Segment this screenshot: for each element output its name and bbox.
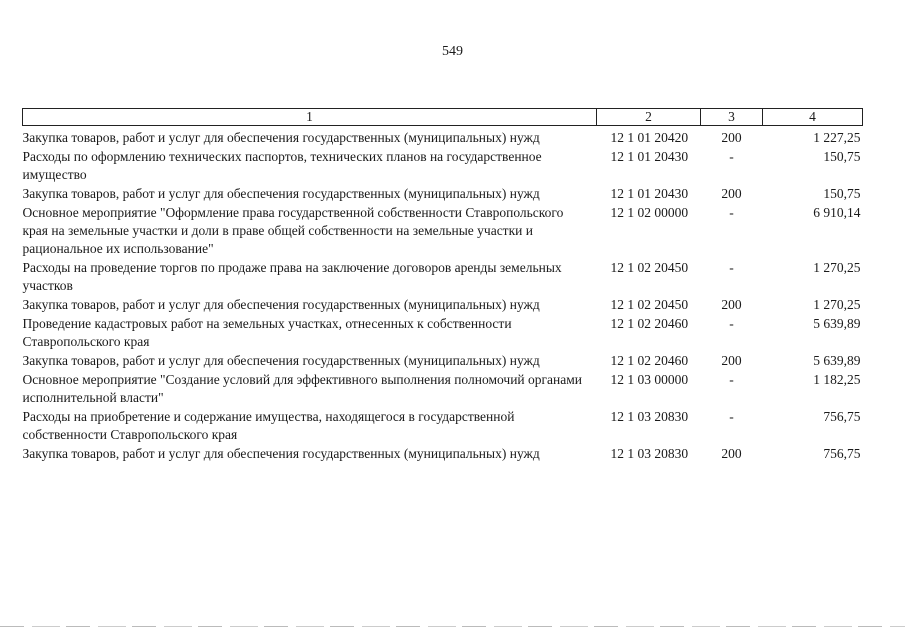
row-amount: 5 639,89 bbox=[813, 316, 861, 331]
row-description: Основное мероприятие "Оформление права государственной собственности Ставропольского края на земельные участки и доли в праве общей собственности на земельные участки и рациональное их использование" bbox=[22, 205, 564, 256]
row-amount: 6 910,14 bbox=[813, 205, 861, 220]
row-expense-type: - bbox=[729, 149, 734, 164]
row-description: Расходы на приобретение и содержание имущества, находящегося в государственной собственности Ставропольского края bbox=[22, 409, 515, 442]
table-row bbox=[23, 352, 863, 371]
row-expense-type: 200 bbox=[721, 297, 742, 312]
table-row bbox=[23, 185, 863, 204]
table-row bbox=[23, 408, 863, 445]
header-col-1: 1 bbox=[23, 109, 597, 126]
row-expense-type: 200 bbox=[721, 353, 742, 368]
table-row bbox=[23, 148, 863, 185]
table-body bbox=[23, 126, 863, 465]
table-row bbox=[23, 259, 863, 296]
table-row bbox=[23, 126, 863, 149]
row-code: 12 1 01 20430 bbox=[610, 186, 689, 201]
row-code: 12 1 03 20830 bbox=[610, 446, 689, 461]
row-expense-type: 200 bbox=[721, 130, 742, 145]
row-description: Проведение кадастровых работ на земельных участках, отнесенных к собственности Ставропольского края bbox=[22, 316, 512, 349]
header-col-3: 3 bbox=[701, 109, 763, 126]
table-header bbox=[23, 109, 863, 126]
row-expense-type: 200 bbox=[721, 446, 742, 461]
table-row bbox=[23, 296, 863, 315]
row-description: Основное мероприятие "Создание условий для эффективного выполнения полномочий органами исполнительной власти" bbox=[22, 372, 583, 405]
row-amount: 5 639,89 bbox=[813, 353, 861, 368]
table-row bbox=[23, 315, 863, 352]
header-col-2: 2 bbox=[597, 109, 701, 126]
table-row bbox=[23, 371, 863, 408]
row-code: 12 1 01 20420 bbox=[610, 130, 689, 145]
row-amount: 1 227,25 bbox=[813, 130, 861, 145]
row-amount: 1 182,25 bbox=[813, 372, 861, 387]
row-expense-type: 200 bbox=[721, 186, 742, 201]
row-code: 12 1 02 20450 bbox=[610, 297, 689, 312]
row-code: 12 1 02 20460 bbox=[610, 316, 689, 331]
page-number: 549 bbox=[442, 44, 463, 59]
row-amount: 756,75 bbox=[823, 446, 861, 461]
row-amount: 756,75 bbox=[823, 409, 861, 424]
row-description: Расходы на проведение торгов по продаже права на заключение договоров аренды земельных участков bbox=[22, 260, 562, 293]
budget-table bbox=[22, 108, 863, 464]
row-amount: 1 270,25 bbox=[813, 297, 861, 312]
row-amount: 150,75 bbox=[823, 149, 861, 164]
row-amount: 1 270,25 bbox=[813, 260, 861, 275]
row-code: 12 1 03 20830 bbox=[610, 409, 689, 424]
table-row bbox=[23, 445, 863, 464]
table-row bbox=[23, 204, 863, 259]
row-description: Закупка товаров, работ и услуг для обеспечения государственных (муниципальных) нужд bbox=[22, 186, 540, 201]
row-description: Закупка товаров, работ и услуг для обеспечения государственных (муниципальных) нужд bbox=[22, 297, 540, 312]
header-col-4: 4 bbox=[763, 109, 863, 126]
scan-artifact-line bbox=[0, 626, 905, 627]
row-description: Расходы по оформлению технических паспортов, технических планов на государственное имущество bbox=[22, 149, 542, 182]
row-code: 12 1 01 20430 bbox=[610, 149, 689, 164]
row-expense-type: - bbox=[729, 316, 734, 331]
row-description: Закупка товаров, работ и услуг для обеспечения государственных (муниципальных) нужд bbox=[22, 446, 540, 461]
row-expense-type: - bbox=[729, 409, 734, 424]
row-expense-type: - bbox=[729, 260, 734, 275]
row-description: Закупка товаров, работ и услуг для обеспечения государственных (муниципальных) нужд bbox=[22, 130, 540, 145]
row-code: 12 1 02 20460 bbox=[610, 353, 689, 368]
row-code: 12 1 02 00000 bbox=[610, 205, 689, 220]
row-description: Закупка товаров, работ и услуг для обеспечения государственных (муниципальных) нужд bbox=[22, 353, 540, 368]
row-expense-type: - bbox=[729, 205, 734, 220]
row-amount: 150,75 bbox=[823, 186, 861, 201]
row-code: 12 1 02 20450 bbox=[610, 260, 689, 275]
row-expense-type: - bbox=[729, 372, 734, 387]
row-code: 12 1 03 00000 bbox=[610, 372, 689, 387]
